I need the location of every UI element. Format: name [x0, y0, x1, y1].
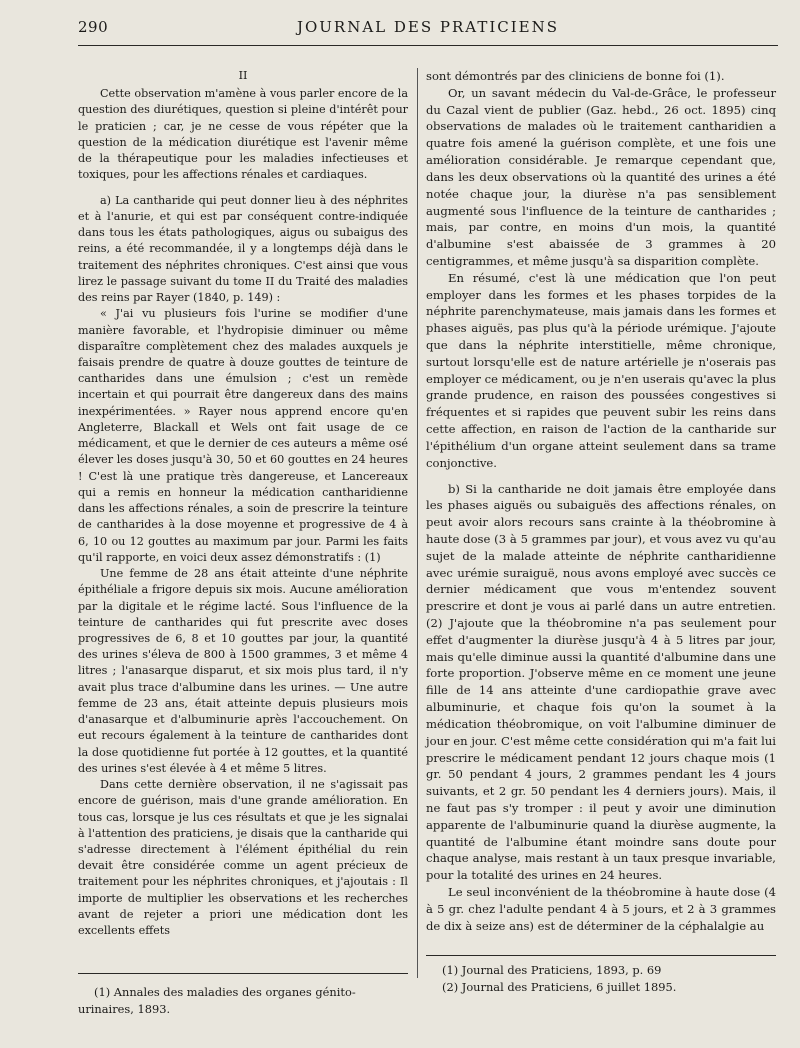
footnote: (1) Journal des Praticiens, 1893, p. 69	[442, 963, 662, 977]
footnote-rule	[78, 973, 408, 974]
footnote: (1) Annales des maladies des organes génito-urinaires, 1893.	[78, 985, 356, 1016]
footnote: (2) Journal des Praticiens, 6 juillet 1895.	[442, 980, 677, 994]
section-heading: II	[238, 69, 248, 82]
paragraph: Une femme de 28 ans était atteinte d'une néphrite épithéliale a frigore depuis six mois. Aucune amélioration par la digitale et le régime lacté. Sous l'influence de la teinture de cantharides qui fut prescrite avec doses progressives de 6, 8 et 10 gouttes par jour, la quantité des urines s'éleva de 800 à 1500 grammes, 3 et même 4 litres ; l'anasarque disparut, et six mois plus tard, il n'y avait plus trace d'albumine dans les urines. — Une autre femme de 23 ans, était atteinte depuis plusieurs mois d'anasarque et d'albuminurie après l'accouchement. On eut recours également à la teinture de cantharides dont la dose quotidienne fut portée à 12 gouttes, et la quantité des urines s'est élevée à 4 et même 5 litres.	[78, 567, 408, 775]
paragraph: Or, un savant médecin du Val-de-Grâce, le professeur du Cazal vient de publier (Gaz. hebd., 26 oct. 1895) cinq observations de malades où le traitement cantharidien a quatre fois amené la guérison complète, et une fois une amélioration considérable. Je remarque cependant que, dans les deux observations où la quantité des urines a été notée chaque jour, la diurèse n'a pas sensiblement augmenté sous l'influence de la teinture de cantharides ; mais, par contre, en moins d'un mois, la quantité d'albumine s'est abaissée de 3 grammes à 20 centigrammes, et même jusqu'à sa disparition complète.	[426, 85, 776, 268]
paragraph: « J'ai vu plusieurs fois l'urine se modifier d'une manière favorable, et l'hydropisie diminuer ou même disparaître complètement chez des malades auxquels je faisais prendre de quatre à douze gouttes de teinture de cantharides dans une émulsion ; c'est un remède incertain et qui pourrait être dangereux dans des mains inexpérimentées. » Rayer nous apprend encore qu'en Angleterre, Blackall et Wels ont fait usage de ce médicament, et que le dernier de ces auteurs a même osé élever les doses jusqu'à 30, 50 et 60 gouttes en 24 heures ! C'est là une pratique très dangereuse, et Lancereaux qui a remis en honneur la médication cantharidienne dans les affections rénales, a soin de prescrire la teinture de cantharides à la dose moyenne et progressive de 4 à 6, 10 ou 12 gouttes au maximum par jour. Parmi les faits qu'il rapporte, en voici deux assez démonstratifs : (1)	[78, 307, 408, 564]
right-footnotes	[426, 962, 776, 996]
page-number: 290	[78, 18, 109, 36]
header-rule	[78, 45, 778, 46]
right-column	[426, 68, 776, 934]
column-divider	[417, 68, 418, 978]
paragraph: sont démontrés par des cliniciens de bonne foi (1).	[426, 69, 725, 83]
paragraph: Le seul inconvénient de la théobromine à haute dose (4 à 5 gr. chez l'adulte pendant 4 à 5 jours, et 2 à 3 grammes de dix à seize ans) est de déterminer de la céphalalgie au	[426, 885, 776, 933]
paragraph: Cette observation m'amène à vous parler encore de la question des diurétiques, question si pleine d'intérêt pour le praticien ; car, je ne cesse de vous répéter que la question de la médication diurétique est l'avenir même de la thérapeutique pour les maladies infectieuses et toxiques, pour les affections rénales et cardiaques.	[78, 87, 408, 182]
left-column	[78, 68, 408, 939]
paragraph: Dans cette dernière observation, il ne s'agissait pas encore de guérison, mais d'une grande amélioration. En tous cas, lorsque je lus ces résultats et que je les signalai à l'attention des praticiens, je disais que la cantharide qui s'adresse directement à l'élément épithélial du rein devait être considérée comme un agent précieux de traitement pour les néphrites chroniques, et j'ajoutais : Il importe de multiplier les observations et les recherches avant de rejeter a priori une médication dont les excellents effets	[78, 778, 408, 938]
left-footnotes	[78, 984, 408, 1018]
paragraph: b) Si la cantharide ne doit jamais être employée dans les phases aiguës ou subaiguës des affections rénales, on peut avoir alors recours sans crainte à la théobromine à haute dose (3 à 5 grammes par jour), et vous avez vu qu'au sujet de la malade atteinte de néphrite cantharidienne avec urémie suraiguë, nous avons employé avec succès ce dernier médicament que vous m'entendez souvent prescrire et dont je vous ai parlé dans un autre entretien. (2) J'ajoute que la théobromine n'a pas seulement pour effet d'augmenter la diurèse jusqu'à 4 à 5 litres par jour, mais qu'elle diminue aussi la quantité d'albumine dans une forte proportion. J'observe même en ce moment une jeune fille de 14 ans atteinte d'une cardiopathie grave avec albuminurie, et chaque fois qu'on la soumet à la médication théobromique, on voit l'albumine diminuer de jour en jour. C'est même cette considération qui m'a fait lui prescrire le médicament pendant 12 jours chaque mois (1 gr. 50 pendant 4 jours, 2 grammes pendant les 4 jours suivants, et 2 gr. 50 pendant les 4 derniers jours). Mais, il ne faut pas s'y tromper : il peut y avoir une diminution apparente de l'albuminurie quand la diurèse augmente, la quantité de l'albumine étant moindre sans doute pour chaque analyse, mais restant à un taux presque invariable, pour la totalité des urines en 24 heures.	[426, 481, 776, 883]
journal-title: JOURNAL DES PRATICIENS	[296, 18, 560, 36]
footnote-rule	[426, 955, 776, 956]
paragraph: En résumé, c'est là une médication que l'on peut employer dans les formes et les phases torpides de la néphrite parenchymateuse, mais jamais dans les formes et phases aiguës, pas plus qu'à la période urémique. J'ajoute que dans la néphrite interstitielle, même chronique, surtout lorsqu'elle est de nature artérielle je n'oserais pas employer ce médicament, ou je n'en userais qu'avec la plus grande prudence, en raison des poussées congestives si fréquentes et si rapides que peuvent subir les reins dans cette affection, en raison de l'action de la cantharide sur l'épithélium d'un organe atteint seulement dans sa trame conjonctive.	[426, 270, 776, 470]
paragraph: a) La cantharide qui peut donner lieu à des néphrites et à l'anurie, et qui est par conséquent contre-indiquée dans tous les états pathologiques, aigus ou subaigus des reins, a été recommandée, il y a longtemps déjà dans le traitement des néphrites chroniques. C'est ainsi que vous lirez le passage suivant du tome II du Traité des maladies des reins par Rayer (1840, p. 149) :	[78, 193, 408, 305]
running-header	[78, 18, 778, 40]
